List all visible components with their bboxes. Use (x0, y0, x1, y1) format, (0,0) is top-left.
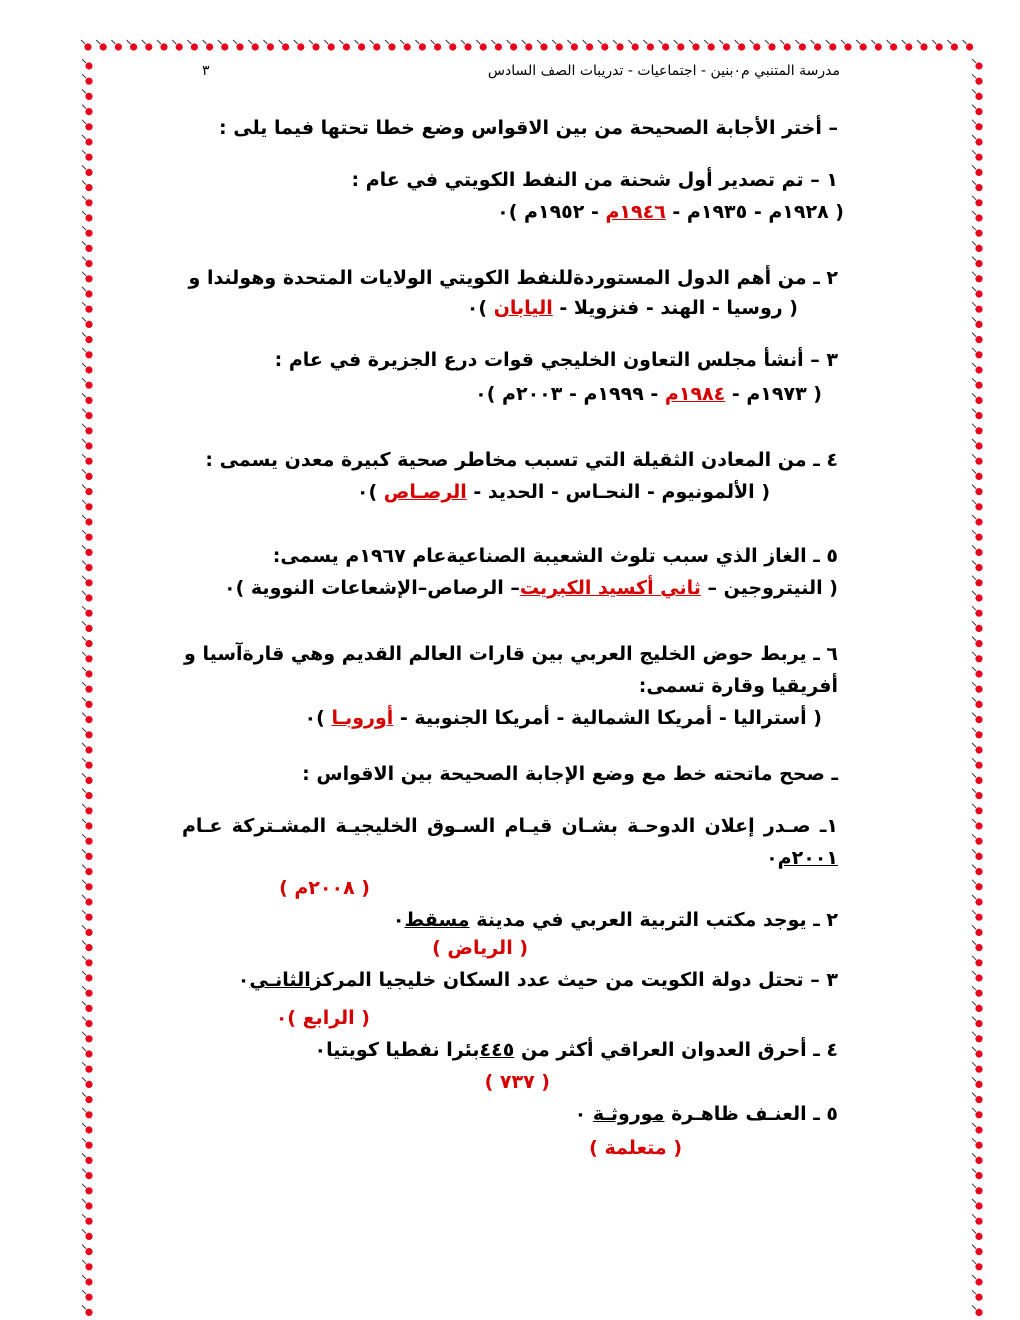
border-bead (82, 1245, 93, 1256)
border-bead (82, 941, 93, 952)
border-bead (82, 728, 93, 739)
border-bead (82, 1017, 93, 1028)
border-bead (972, 576, 983, 587)
border-bead (82, 363, 93, 374)
border-bead (972, 971, 983, 982)
border-bead (704, 40, 715, 51)
border-bead (82, 150, 93, 161)
border-bead (972, 74, 983, 85)
border-bead (972, 469, 983, 480)
border-bead (628, 40, 639, 51)
border-bead (841, 40, 852, 51)
border-bead (82, 393, 93, 404)
border-bead (972, 925, 983, 936)
border-bead (82, 1138, 93, 1149)
border-bead (972, 1062, 983, 1073)
border-bead (82, 819, 93, 830)
border-bead (972, 241, 983, 252)
question-5-text: ٥ ـ الغاز الذي سبب تلوث الشعيبة الصناعيةعام ١٩٦٧م يسمى: (272, 545, 838, 567)
border-bead (811, 40, 822, 51)
border-bead (82, 606, 93, 617)
question-2-text: ٢ ـ من أهم الدول المستوردةللنفط الكويتي الولايات المتحدة وهولندا و (188, 267, 838, 289)
border-bead (972, 150, 983, 161)
border-bead (826, 40, 837, 51)
border-bead (972, 1199, 983, 1210)
question-3-choices: ( ١٩٧٣م - ١٩٨٤م - ١٩٩٩م - ٢٠٠٣م )٠ (475, 383, 822, 405)
border-bead (324, 40, 335, 51)
border-bead (82, 485, 93, 496)
border-bead (82, 1290, 93, 1301)
border-bead (82, 1153, 93, 1164)
border-bead (82, 956, 93, 967)
question-2-choices: ( روسيا - الهند - فنزويلا - اليابان )٠ (466, 297, 798, 319)
border-bead (263, 40, 274, 51)
border-bead (972, 910, 983, 921)
border-bead (203, 40, 214, 51)
border-bead (932, 40, 943, 51)
border-bead (972, 773, 983, 784)
border-bead (385, 40, 396, 51)
border-bead (972, 515, 983, 526)
border-bead (972, 880, 983, 891)
border-bead (82, 1077, 93, 1088)
border-bead (735, 40, 746, 51)
border-bead (972, 272, 983, 283)
border-bead (82, 758, 93, 769)
question-5-choices: ( النيتروجين – ثاني أكسيد الكبريت– الرصاص–الإشعاعات النووية )٠ (224, 577, 838, 599)
border-bead (750, 40, 761, 51)
border-bead (972, 348, 983, 359)
border-bead (972, 287, 983, 298)
border-bead (82, 424, 93, 435)
border-bead (82, 1108, 93, 1119)
border-bead (82, 713, 93, 724)
border-bead (82, 515, 93, 526)
border-bead (972, 181, 983, 192)
border-bead (82, 789, 93, 800)
border-bead (82, 454, 93, 465)
border-bead (972, 986, 983, 997)
border-bead (82, 1275, 93, 1286)
border-bead (431, 40, 442, 51)
border-bead (491, 40, 502, 51)
border-bead (82, 1062, 93, 1073)
border-bead (507, 40, 518, 51)
border-bead (82, 226, 93, 237)
border-bead (82, 1214, 93, 1225)
border-bead (972, 500, 983, 511)
border-bead (82, 1199, 93, 1210)
border-bead (972, 591, 983, 602)
border-bead (552, 40, 563, 51)
border-bead (82, 241, 93, 252)
border-bead (461, 40, 472, 51)
border-bead (972, 1290, 983, 1301)
border-bead (972, 1108, 983, 1119)
page-number: ٣ (202, 63, 210, 79)
border-bead (82, 165, 93, 176)
border-bead (972, 1123, 983, 1134)
border-bead (82, 697, 93, 708)
border-bead (765, 40, 776, 51)
border-bead (972, 211, 983, 222)
border-bead (82, 89, 93, 100)
section1-title: – أختر الأجابة الصحيحة من بين الاقواس وضع خطا تحتها فيما يلى : (219, 117, 838, 139)
border-bead (972, 120, 983, 131)
question-4-text: ٤ ـ من المعادن الثقيلة التي تسبب مخاطر صحية كبيرة معدن يسمى : (205, 449, 838, 471)
border-bead (400, 40, 411, 51)
border-bead (218, 40, 229, 51)
border-bead (972, 89, 983, 100)
border-bead (446, 40, 457, 51)
border-bead (82, 302, 93, 313)
border-bead (82, 272, 93, 283)
border-bead (127, 40, 138, 51)
border-bead (972, 393, 983, 404)
border-bead (583, 40, 594, 51)
border-bead (972, 226, 983, 237)
border-bead (674, 40, 685, 51)
border-bead (972, 409, 983, 420)
border-bead (476, 40, 487, 51)
border-bead (142, 40, 153, 51)
border-bead (82, 591, 93, 602)
border-bead (972, 804, 983, 815)
question-3-answer: ١٩٨٤م (664, 383, 726, 405)
border-bead (902, 40, 913, 51)
correction-5-answer: ( متعلمة ) (589, 1137, 682, 1159)
border-bead (339, 40, 350, 51)
border-bead (972, 424, 983, 435)
border-bead (82, 576, 93, 587)
correction-3-text: ٣ – تحتل دولة الكويت من حيث عدد السكان خليجيا المركزالثانـي٠ (237, 969, 838, 991)
border-bead (972, 1047, 983, 1058)
border-bead (82, 287, 93, 298)
border-bead (972, 1093, 983, 1104)
question-6-text-cont: أفريقيا وقارة تسمى: (638, 675, 838, 697)
border-bead (82, 1047, 93, 1058)
page-border-right (968, 36, 988, 1320)
border-bead (157, 40, 168, 51)
border-bead (111, 40, 122, 51)
border-bead (537, 40, 548, 51)
border-bead (972, 1245, 983, 1256)
border-bead (82, 469, 93, 480)
correction-2-text: ٢ ـ يوجد مكتب التربية العربي في مدينة مسقط٠ (392, 909, 838, 931)
border-bead (82, 910, 93, 921)
border-bead (82, 561, 93, 572)
question-1-answer: ١٩٤٦م (605, 201, 666, 223)
border-bead (82, 1229, 93, 1240)
border-bead (415, 40, 426, 51)
border-bead (82, 348, 93, 359)
border-bead (972, 1032, 983, 1043)
border-bead (972, 637, 983, 648)
border-bead (82, 333, 93, 344)
border-bead (82, 925, 93, 936)
border-bead (972, 454, 983, 465)
border-bead (972, 667, 983, 678)
border-bead (972, 1275, 983, 1286)
question-6-text: ٦ ـ يربط حوض الخليج العربي بين قارات العالم القديم وهي قارةآسيا و (184, 643, 838, 665)
border-bead (82, 1032, 93, 1043)
border-bead (972, 1184, 983, 1195)
border-bead (567, 40, 578, 51)
border-bead (972, 1153, 983, 1164)
correction-3-answer: ( الرابع )٠ (275, 1007, 370, 1029)
border-bead (82, 667, 93, 678)
border-bead (82, 849, 93, 860)
border-bead (972, 257, 983, 268)
correction-4-answer: ( ٧٣٧ ) (484, 1071, 550, 1093)
border-bead (972, 530, 983, 541)
border-bead (522, 40, 533, 51)
correction-1-text: ١ـ صـدر إعلان الدوحـة بشـان قيـام السـوق الخليجيـة المشـتركة عـام (182, 815, 838, 837)
border-bead (82, 1260, 93, 1271)
border-bead (972, 1169, 983, 1180)
border-bead (82, 1001, 93, 1012)
border-bead (82, 409, 93, 420)
question-1-choices: ( ١٩٢٨م - ١٩٣٥م - ١٩٤٦م - ١٩٥٢م )٠ (497, 201, 844, 223)
border-bead (309, 40, 320, 51)
section2-title: ـ صحح ماتحته خط مع وضع الإجابة الصحيحة بين الاقواس : (302, 763, 838, 785)
border-bead (972, 165, 983, 176)
border-bead (917, 40, 928, 51)
border-bead (82, 500, 93, 511)
correction-2-answer: ( الرياض ) (432, 937, 528, 959)
border-bead (82, 378, 93, 389)
border-bead (82, 637, 93, 648)
correction-1-underlined: ٢٠٠١م٠ (766, 847, 838, 869)
question-4-answer: الرصـاص (383, 481, 467, 503)
border-bead (972, 1214, 983, 1225)
border-bead (370, 40, 381, 51)
border-bead (82, 317, 93, 328)
border-bead (972, 378, 983, 389)
border-bead (82, 1169, 93, 1180)
border-bead (82, 181, 93, 192)
border-bead (972, 865, 983, 876)
border-bead (279, 40, 290, 51)
border-bead (248, 40, 259, 51)
border-bead (82, 743, 93, 754)
border-bead (972, 849, 983, 860)
border-bead (972, 135, 983, 146)
question-6-answer: أوروبـا (331, 707, 394, 729)
border-bead (82, 196, 93, 207)
border-bead (233, 40, 244, 51)
border-bead (972, 105, 983, 116)
border-bead (82, 439, 93, 450)
question-3-text: ٣ – أنشأ مجلس التعاون الخليجي قوات درع الجزيرة في عام : (274, 349, 838, 371)
border-bead (947, 40, 958, 51)
border-bead (82, 545, 93, 556)
question-6-choices: ( أستراليا - أمريكا الشمالية - أمريكا الجنوبية - أوروبـا )٠ (304, 707, 822, 729)
border-bead (972, 728, 983, 739)
border-bead (972, 895, 983, 906)
border-bead (82, 120, 93, 131)
page-border-top (78, 36, 980, 56)
border-bead (82, 74, 93, 85)
page-header (190, 56, 840, 86)
border-bead (82, 971, 93, 982)
border-bead (82, 1184, 93, 1195)
border-bead (82, 105, 93, 116)
border-bead (82, 986, 93, 997)
border-bead (795, 40, 806, 51)
border-bead (294, 40, 305, 51)
border-bead (972, 1017, 983, 1028)
border-bead (82, 652, 93, 663)
border-bead (972, 652, 983, 663)
correction-4-text: ٤ ـ أحرق العدوان العراقي أكثر من ٤٤٥بئرا نفطيا كويتيا٠ (314, 1039, 838, 1061)
border-bead (82, 211, 93, 222)
border-bead (82, 1305, 93, 1316)
border-bead (82, 59, 93, 70)
border-bead (972, 333, 983, 344)
border-bead (972, 317, 983, 328)
border-bead (972, 956, 983, 967)
border-bead (856, 40, 867, 51)
question-5-answer: ثاني أكسيد الكبريت (519, 577, 701, 599)
border-bead (972, 834, 983, 845)
question-2-answer: اليابان (493, 297, 553, 319)
border-bead (598, 40, 609, 51)
border-bead (972, 697, 983, 708)
border-bead (643, 40, 654, 51)
border-bead (82, 530, 93, 541)
border-bead (972, 606, 983, 617)
border-bead (659, 40, 670, 51)
border-bead (82, 621, 93, 632)
border-bead (972, 819, 983, 830)
border-bead (82, 682, 93, 693)
question-1-text: ١ – تم تصدير أول شحنة من النفط الكويتي في عام : (351, 169, 838, 191)
header-title: مدرسة المتنبي م٠بنين - اجتماعيات - تدريبات الصف السادس (487, 63, 840, 79)
border-bead (972, 941, 983, 952)
border-bead (972, 196, 983, 207)
border-bead (972, 1001, 983, 1012)
border-bead (82, 1123, 93, 1134)
border-bead (780, 40, 791, 51)
border-bead (82, 135, 93, 146)
border-bead (82, 773, 93, 784)
border-bead (972, 485, 983, 496)
border-bead (972, 302, 983, 313)
border-bead (972, 789, 983, 800)
border-bead (972, 439, 983, 450)
border-bead (972, 1229, 983, 1240)
page-border-left (78, 36, 98, 1320)
border-bead (355, 40, 366, 51)
border-bead (82, 880, 93, 891)
border-bead (187, 40, 198, 51)
border-bead (972, 713, 983, 724)
border-bead (172, 40, 183, 51)
border-bead (972, 1260, 983, 1271)
border-bead (82, 834, 93, 845)
border-bead (972, 59, 983, 70)
border-bead (82, 895, 93, 906)
border-bead (972, 682, 983, 693)
border-bead (972, 561, 983, 572)
question-4-choices: ( الألمونيوم - النحـاس - الحديد - الرصـاص )٠ (356, 481, 770, 503)
border-bead (972, 363, 983, 374)
correction-5-text: ٥ ـ العنـف ظاهـرة موروثـة ٠ (574, 1103, 838, 1125)
border-bead (887, 40, 898, 51)
border-bead (613, 40, 624, 51)
border-bead (972, 621, 983, 632)
border-bead (972, 1138, 983, 1149)
border-bead (82, 1093, 93, 1104)
border-bead (972, 743, 983, 754)
border-bead (972, 758, 983, 769)
border-bead (689, 40, 700, 51)
correction-1-answer: ( ٢٠٠٨م ) (279, 877, 370, 899)
border-bead (82, 257, 93, 268)
border-bead (719, 40, 730, 51)
border-bead (972, 1305, 983, 1316)
border-bead (972, 545, 983, 556)
border-bead (972, 1077, 983, 1088)
border-bead (871, 40, 882, 51)
border-bead (82, 804, 93, 815)
border-bead (82, 865, 93, 876)
